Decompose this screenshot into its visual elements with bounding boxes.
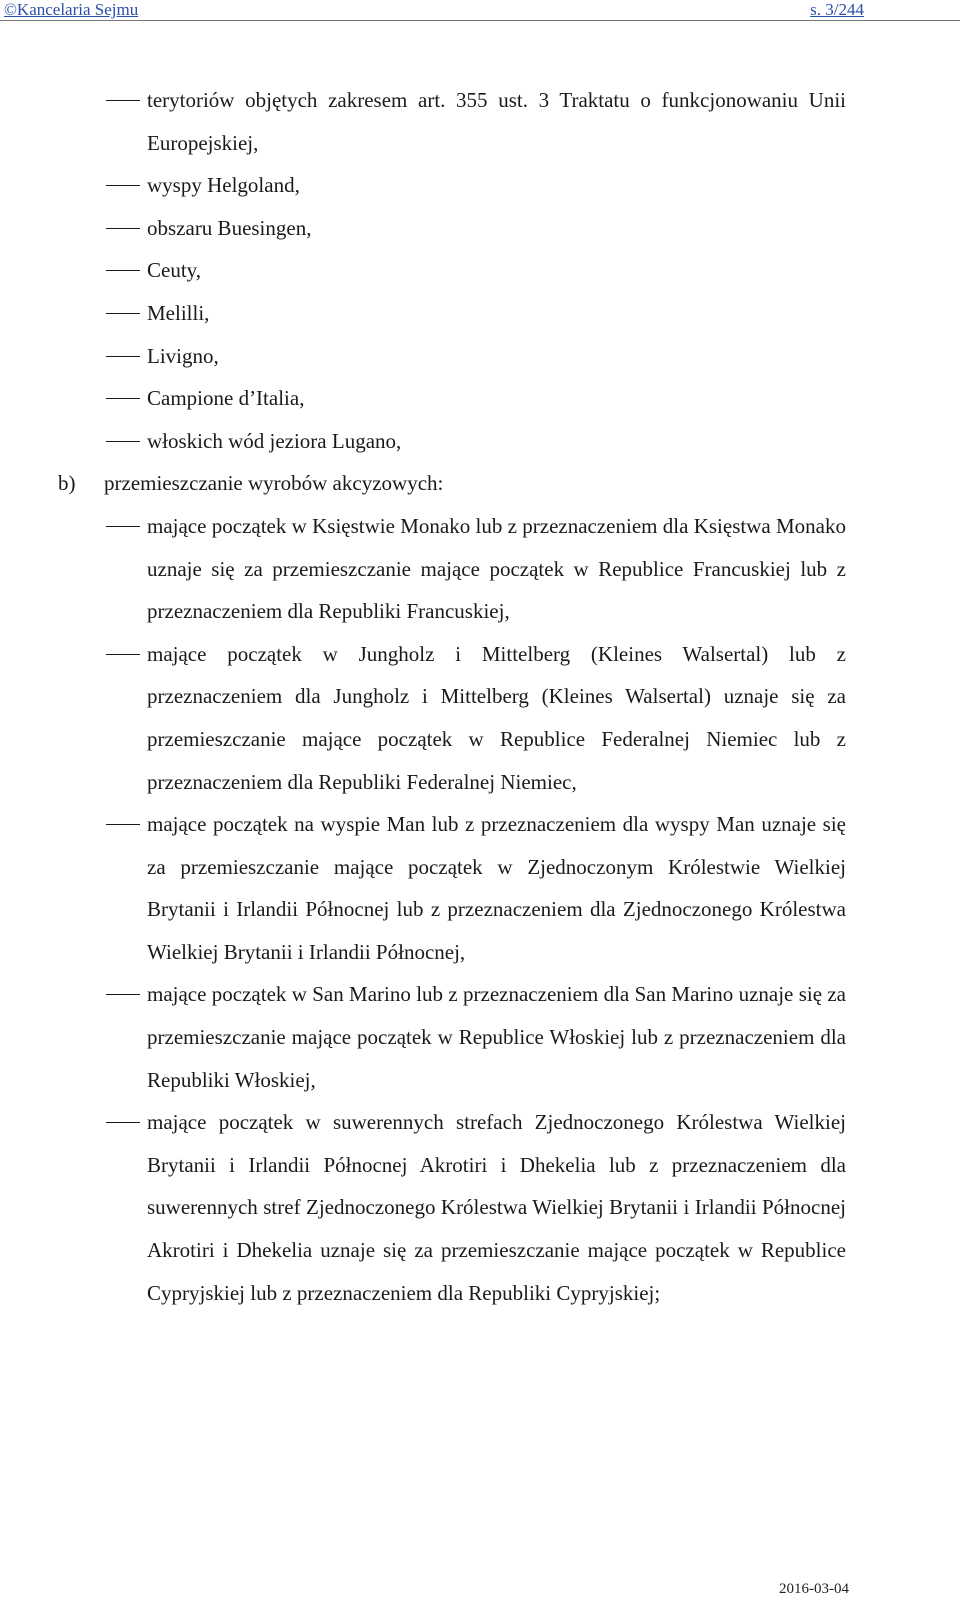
list-item-text: Livigno, [147,343,219,368]
list-item [0,973,960,1101]
dash-marker [106,313,140,314]
letter-item-b [0,462,960,505]
list-item [0,207,960,250]
dash-marker [106,398,140,399]
dash-marker [106,654,140,655]
header-divider [0,20,960,21]
dash-marker [106,441,140,442]
list-item-text: mające początek w San Marino lub z przeznaczeniem dla San Marino uznaje się za przemieszczanie mające początek w Republice Włoskiej lub z przeznaczeniem dla Republiki Włoskiej, [147,982,846,1092]
list-item [0,1101,960,1314]
document-body [0,79,960,1314]
list-item [0,803,960,973]
dash-marker [106,1122,140,1123]
dash-marker [106,228,140,229]
list-item-text: wyspy Helgoland, [147,173,300,198]
list-item [0,633,960,803]
list-item-text: terytoriów objętych zakresem art. 355 ust. 3 Traktatu o funkcjonowaniu Unii Europejskiej, [147,88,846,155]
page-number-link[interactable]: s. 3/244 [810,0,864,19]
dash-marker [106,270,140,271]
list-item [0,505,960,633]
list-item-text: mające początek w suwerennych strefach Zjednoczonego Królestwa Wielkiej Brytanii i Irlandii Północnej Akrotiri i Dhekelia lub z przeznaczeniem dla suwerennych stref Zjednoczonego Królestwa Wielkiej Brytanii i Irlandii Północnej Akrotiri i Dhekelia uznaje się za przemieszczanie mające początek w Republice Cypryjskiej lub z przeznaczeniem dla Republiki Cypryjskiej; [147,1110,846,1305]
list-item-text: obszaru Buesingen, [147,215,312,240]
dash-marker [106,526,140,527]
list-item [0,249,960,292]
page-header [0,0,960,22]
dash-marker [106,185,140,186]
list-item-text: Melilli, [147,300,210,325]
list-item-text: Ceuty, [147,258,202,283]
list-item [0,377,960,420]
list-item [0,292,960,335]
list-item-text: mające początek w Jungholz i Mittelberg (Kleines Walsertal) lub z przeznaczeniem dla Jungholz i Mittelberg (Kleines Walsertal) uznaje się za przemieszczanie mające początek w Republice Federalnej Niemiec lub z przeznaczeniem dla Republiki Federalnej Niemiec, [147,641,846,794]
list-item-text: mające początek na wyspie Man lub z przeznaczeniem dla wyspy Man uznaje się za przemieszczanie mające początek w Zjednoczonym Królestwie Wielkiej Brytanii i Irlandii Północnej lub z przeznaczeniem dla Zjednoczonego Królestwa Wielkiej Brytanii i Irlandii Północnej, [147,812,846,964]
document-date: 2016-03-04 [779,1581,849,1597]
dash-marker [106,100,140,101]
dash-marker [106,824,140,825]
list-item [0,164,960,207]
list-item [0,335,960,378]
letter-marker: b) [58,471,76,496]
copyright-link[interactable]: ©Kancelaria Sejmu [4,0,139,19]
letter-item-text: przemieszczanie wyrobów akcyzowych: [104,471,444,496]
dash-marker [106,356,140,357]
list-item-text: mające początek w Księstwie Monako lub z przeznaczeniem dla Księstwa Monako uznaje się za przemieszczanie mające początek w Republice Francuskiej lub z przeznaczeniem dla Republiki Francuskiej, [147,513,846,624]
dash-marker [106,994,140,995]
list-item [0,420,960,463]
list-item-text: Campione d’Italia, [147,386,305,411]
list-item [0,79,960,164]
list-item-text: włoskich wód jeziora Lugano, [147,428,402,453]
